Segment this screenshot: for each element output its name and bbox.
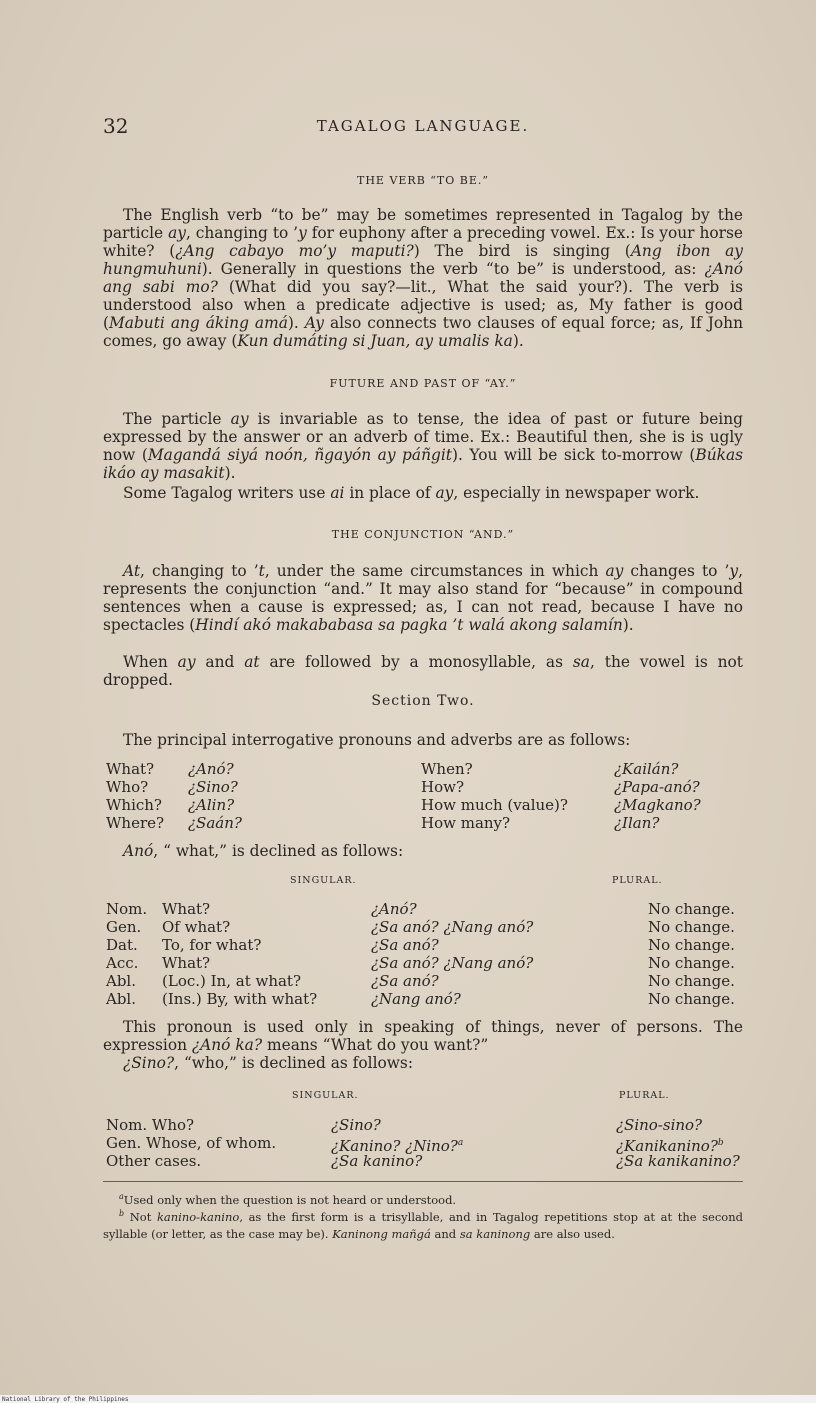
list-item: ¿Ilan? xyxy=(614,814,660,832)
monosyllable-paragraph: When ay and at are followed by a monosyllable, as sa, the vowel is not dropped. xyxy=(103,653,743,689)
list-item: ¿Anó? xyxy=(188,760,234,778)
footnote-b: $^b$ Not kanino-kanino, as the first form is a trisyllable, and in Tagalog repetitions stop at at the second syllable (or letter, as the case may be). Kaninong mañgá and sa kaninong are also used. xyxy=(103,1209,743,1241)
sino-intro: ¿Sino?, “who,” is declined as follows: xyxy=(123,1054,414,1072)
table-cell: (Ins.) By, with what? xyxy=(162,990,318,1008)
plural-header: PLURAL. xyxy=(619,1090,670,1101)
table-cell: No change. xyxy=(648,954,735,972)
table-cell: What? xyxy=(162,954,211,972)
table-cell: Other cases. xyxy=(106,1152,202,1170)
list-item: How many? xyxy=(421,814,511,832)
table-cell: ¿Sa anó? xyxy=(371,972,439,990)
library-credit: National Library of the Philippines xyxy=(2,1396,129,1403)
verb-paragraph: The English verb “to be” may be sometimes represented in Tagalog by the particle ay, changing to ’y for euphony after a preceding vowel. Ex.: Is your horse white? (¿Ang cabayo mo’y maputi?) The bird is singing (Ang ibon ay hungmuhuni). Generally in questions the verb “to be” is understood, as: ¿Anó ang sabi mo? (What did you say?—lit., What the said your?). The verb is understood also when a predicate adjective is used; as, My father is good (Mabuti ang áking amá). Ay also connects two clauses of equal force; as, If John comes, go away (Kun dumáting si Juan, ay umalis ka). xyxy=(103,206,743,350)
list-item: ¿Magkano? xyxy=(614,796,701,814)
verb-heading: THE VERB “TO BE.” xyxy=(356,174,489,187)
list-item: Where? xyxy=(106,814,165,832)
list-item: ¿Papa-anó? xyxy=(614,778,700,796)
tense-paragraph: The particle ay is invariable as to tense, the idea of past or future being expressed by the answer or an adverb of time. Ex.: Beautiful then, she is is ugly now (Magandá siyá noón, ñgayón ay páñgit). You will be sick to-morrow (Búkas ikáo ay masakit). xyxy=(103,410,744,482)
conjunction-paragraph: At, changing to ’t, under the same circumstances in which ay changes to ’y, represents the conjunction “and.” It may also stand for “because” in compound sentences when a cause is expressed; as, I can not read, because I have no spectacles (Hindí akó makababasa sa pagka ’t walá akong salamín). xyxy=(103,562,743,634)
table-cell: To, for what? xyxy=(162,936,262,954)
table-cell: ¿Sa anó? ¿Nang anó? xyxy=(371,954,534,972)
table-cell: Abl. xyxy=(106,990,136,1008)
table-cell: Gen. xyxy=(106,918,142,936)
conjunction-heading: THE CONJUNCTION “AND.” xyxy=(331,528,515,541)
list-item: How? xyxy=(421,778,464,796)
ano-intro: Anó, “ what,” is declined as follows: xyxy=(123,842,404,860)
interrogatives-intro: The principal interrogative pronouns and adverbs are as follows: xyxy=(123,731,631,749)
table-cell: No change. xyxy=(648,972,735,990)
things-paragraph: This pronoun is used only in speaking of things, never of persons. The expression ¿Anó ka? means “What do you want?” xyxy=(103,1018,743,1054)
table-cell: What? xyxy=(162,900,211,918)
footnote-divider xyxy=(103,1181,743,1182)
singular-header: SINGULAR. xyxy=(292,1090,359,1101)
list-item: Which? xyxy=(106,796,162,814)
footnote-mark-a: a xyxy=(457,1138,464,1148)
page-number: 32 xyxy=(103,114,129,138)
list-item: ¿Alin? xyxy=(188,796,235,814)
table-cell: ¿Sino-sino? xyxy=(616,1116,703,1134)
table-cell: Abl. xyxy=(106,972,136,990)
table-cell: Acc. xyxy=(106,954,139,972)
table-cell: ¿Nang anó? xyxy=(371,990,461,1008)
table-cell: Of what? xyxy=(162,918,231,936)
list-item: Who? xyxy=(106,778,149,796)
list-item: What? xyxy=(106,760,155,778)
list-item: How much (value)? xyxy=(421,796,568,814)
table-cell: No change. xyxy=(648,990,735,1008)
table-cell: ¿Sa anó? xyxy=(371,936,439,954)
running-title: TAGALOG LANGUAGE. xyxy=(316,117,530,135)
ai-paragraph: Some Tagalog writers use ai in place of ay, especially in newspaper work. xyxy=(123,484,700,502)
future-heading: FUTURE AND PAST OF “AY.” xyxy=(329,377,517,390)
table-cell: ¿Anó? xyxy=(371,900,417,918)
singular-header: SINGULAR. xyxy=(290,875,357,886)
table-cell: ¿Sa kanikanino? xyxy=(616,1152,740,1170)
list-item: ¿Saán? xyxy=(188,814,242,832)
list-item: ¿Sino? xyxy=(188,778,238,796)
plural-header: PLURAL. xyxy=(612,875,663,886)
table-cell: ¿Sino? xyxy=(331,1116,381,1134)
table-cell: ¿Sa kanino? xyxy=(331,1152,423,1170)
list-item: When? xyxy=(421,760,473,778)
table-cell: Nom. Who? xyxy=(106,1116,195,1134)
table-cell: ¿Kanikanino?$^b$ xyxy=(616,1137,724,1155)
footnote-a: $^a$Used only when the question is not heard or understood. xyxy=(119,1192,457,1207)
table-cell: ¿Kanino? ¿Nino?$^a$ xyxy=(331,1137,464,1155)
running-header xyxy=(103,114,743,142)
table-cell: No change. xyxy=(648,918,735,936)
table-cell: ¿Sa anó? ¿Nang anó? xyxy=(371,918,534,936)
table-cell: Gen. Whose, of whom. xyxy=(106,1134,277,1152)
footnote-mark-b: b xyxy=(717,1138,724,1148)
section-heading: Section Two. xyxy=(371,693,475,709)
table-cell: No change. xyxy=(648,936,735,954)
table-cell: (Loc.) In, at what? xyxy=(162,972,302,990)
list-item: ¿Kailán? xyxy=(614,760,679,778)
table-cell: No change. xyxy=(648,900,735,918)
table-cell: Dat. xyxy=(106,936,138,954)
table-cell: Nom. xyxy=(106,900,148,918)
